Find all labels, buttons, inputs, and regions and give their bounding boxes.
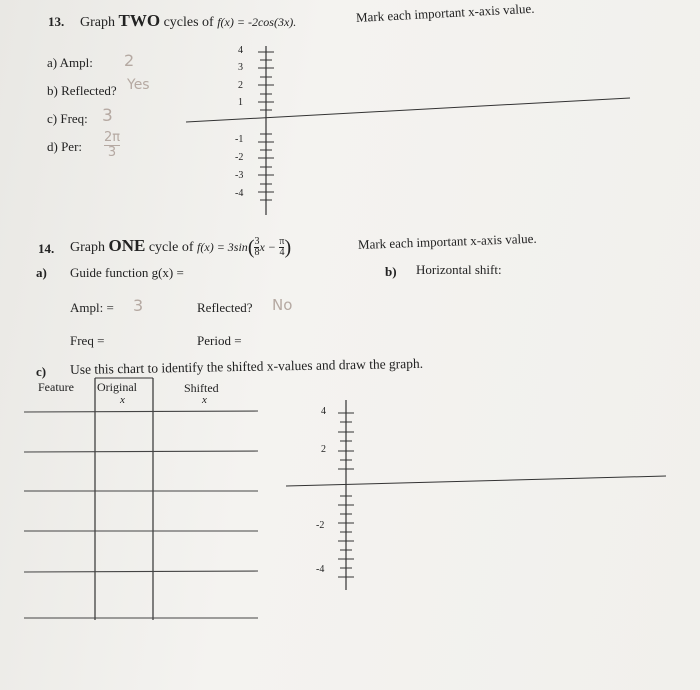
q13-title: Graph TWO cycles of f(x) = -2cos(3x).	[80, 11, 297, 30]
q14-horizontal-shift: Horizontal shift:	[416, 262, 502, 277]
q13-tick-3: 3	[238, 62, 243, 73]
q14-a-label: a)	[36, 265, 47, 280]
q13-item-freq: c) Freq:	[47, 111, 88, 126]
q13-graph-axes	[180, 40, 640, 220]
q14-tick-neg4: -4	[316, 564, 325, 575]
table-header-feature: Feature	[38, 380, 74, 394]
q14-title: Graph ONE cycle of f(x) = 3sin( $\frac{3}{8}$ x − $\frac{\pi}{4}$ )	[70, 236, 292, 259]
q13-tick-neg2: -2	[235, 152, 244, 163]
q13-tick-2: 2	[238, 80, 243, 91]
table-sub-original-x: x	[120, 394, 125, 406]
q14-freq-label: Freq =	[70, 333, 105, 348]
q13-ampl-answer: 2	[124, 51, 135, 70]
q14-number: 14.	[38, 241, 55, 256]
q14-reflected-label: Reflected?	[197, 300, 253, 315]
q14-tick-4: 4	[321, 406, 326, 417]
q14-guide: Guide function g(x) =	[70, 265, 184, 280]
q13-item-reflected: b) Reflected?	[47, 83, 117, 98]
q14-c-text: Use this chart to identify the shifted x-values and draw the graph.	[69, 355, 424, 377]
q13-tick-neg1: -1	[235, 134, 244, 145]
table-sub-shifted-x: x	[202, 394, 207, 406]
q13-tick-1: 1	[238, 97, 243, 108]
q14-graph-axes	[280, 395, 680, 595]
q14-reflected-answer: No	[272, 296, 293, 314]
q14-ampl-label: Ampl: =	[70, 300, 114, 315]
q13-item-period: d) Per:	[47, 139, 83, 154]
q13-reflected-answer: Yes	[127, 77, 150, 93]
q14-ampl-answer: 3	[133, 296, 144, 315]
q14-period-label: Period =	[197, 333, 242, 348]
q13-period-answer: 2π 3	[104, 130, 121, 160]
q14-c-label: c)	[36, 364, 47, 379]
q14-tick-2: 2	[321, 444, 326, 455]
shift-chart-table	[20, 375, 270, 625]
table-header-shifted: Shifted	[184, 381, 219, 395]
q13-tick-4: 4	[238, 45, 243, 56]
q13-tick-neg3: -3	[235, 170, 244, 181]
table-header-original: Original	[97, 380, 137, 394]
q13-instruction: Mark each important x-axis value.	[355, 0, 535, 25]
q14-b-label: b)	[385, 264, 397, 279]
q13-item-ampl: a) Ampl:	[47, 55, 93, 70]
q13-freq-answer: 3	[102, 106, 113, 126]
q14-tick-neg2: -2	[316, 520, 325, 531]
q13-number: 13.	[48, 14, 65, 29]
q14-instruction: Mark each important x-axis value.	[357, 230, 537, 252]
q13-tick-neg4: -4	[235, 188, 244, 199]
